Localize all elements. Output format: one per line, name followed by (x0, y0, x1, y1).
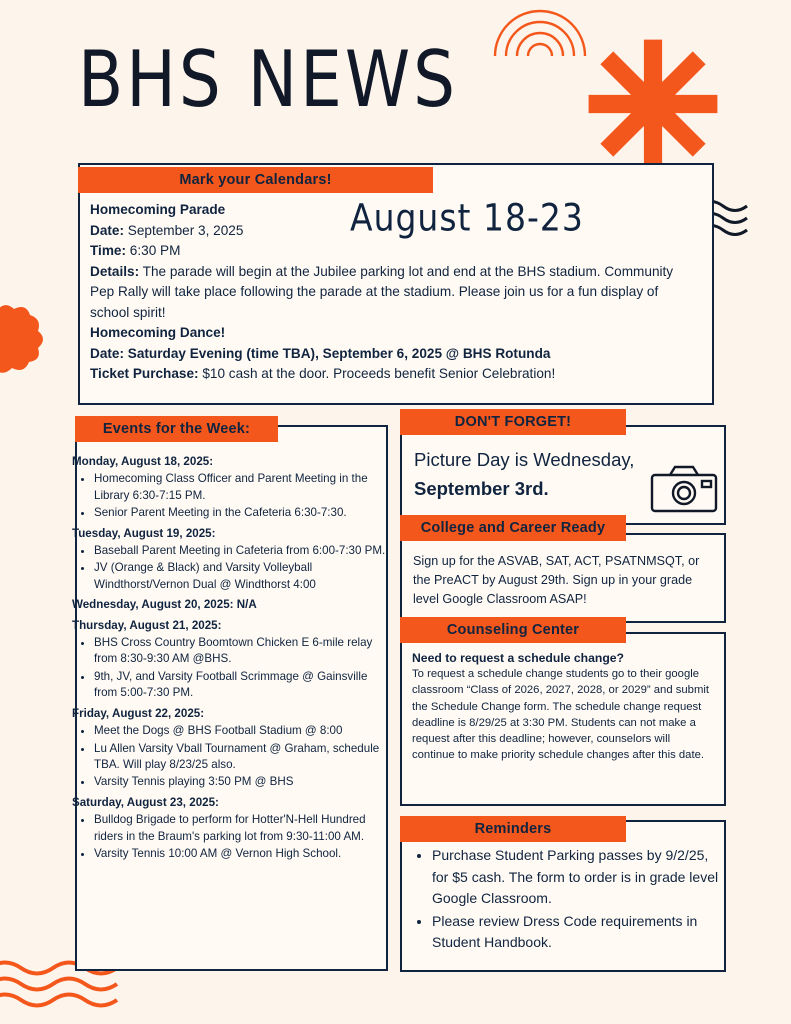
spiral-icon (485, 0, 595, 58)
event-day-label: Friday, August 22, 2025: (72, 706, 205, 720)
event-item-list (72, 635, 390, 702)
list-item: • Purchase Student Parking passes by 9/2/25, for $5 cash. The form to order is in grade level Google Classroom. (432, 845, 722, 910)
reminders-list (402, 845, 722, 955)
event-day-label: Saturday, August 23, 2025: (72, 795, 219, 809)
college-career-tab-label: College and Career Ready (400, 515, 626, 541)
event-day-label: Thursday, August 21, 2025: (72, 618, 222, 632)
parade-time-value: 6:30 PM (126, 243, 181, 258)
list-item: • Senior Parent Meeting in the Cafeteria 6:30-7:30. (94, 505, 390, 521)
reminders-tab-label: Reminders (400, 816, 626, 842)
event-item-list (72, 812, 390, 862)
list-item: • 9th, JV, and Varsity Football Scrimmage @ Gainsville from 5:00-7:30 PM. (94, 669, 390, 702)
counseling-text: To request a schedule change students go to their google classroom “Class of 2026, 2027, 2028, or 2029” and submit the Schedule Change form. The schedule change request deadline is 8/29/25 at 3:30 PM. Students can not make a request after this deadline; however, counselors will continue to make priority schedule changes after this date. (412, 668, 710, 762)
dont-forget-panel (400, 425, 726, 525)
picture-day-line2: September 3rd. (414, 478, 549, 499)
month-banner: August 18-23 (350, 196, 584, 240)
parade-heading: Homecoming Parade (90, 202, 226, 217)
college-career-body: Sign up for the ASVAB, SAT, ACT, PSATNMSQT, or the PreACT by August 29th. Sign up in your grade level Google Classroom ASAP! (413, 554, 700, 606)
list-item: • Varsity Tennis playing 3:50 PM @ BHS (94, 774, 390, 790)
events-list (72, 450, 390, 864)
list-item: • BHS Cross Country Boomtown Chicken E 6-mile relay from 8:30-9:30 AM @BHS. (94, 635, 390, 668)
counseling-body (412, 650, 714, 763)
picture-day-line1: Picture Day is Wednesday, (414, 449, 635, 470)
list-item: • Varsity Tennis 10:00 AM @ Vernon High School. (94, 846, 390, 862)
event-day-label: Monday, August 18, 2025: (72, 455, 214, 468)
list-item: • Baseball Parent Meeting in Cafeteria from 6:00-7:30 PM. (94, 543, 390, 559)
list-item: • Homecoming Class Officer and Parent Meeting in the Library 6:30-7:15 PM. (94, 471, 390, 504)
blob-icon (0, 300, 50, 380)
ticket-label: Ticket Purchase: (90, 366, 199, 381)
parade-details-label: Details: (90, 263, 140, 279)
page-title: BHS NEWS (78, 34, 459, 125)
counseling-question: Need to request a schedule change? (412, 651, 624, 665)
list-item: • JV (Orange & Black) and Varsity Volleyball Windthorst/Vernon Dual @ Windthorst 4:00 (94, 560, 390, 593)
reminder-item-list (402, 845, 722, 954)
parade-date-value: September 3, 2025 (124, 222, 244, 238)
ticket-value: $10 cash at the door. Proceeds benefit Senior Celebration! (198, 366, 556, 381)
event-item-list (72, 723, 390, 791)
event-item-list (72, 471, 390, 521)
list-item: • Lu Allen Varsity Vball Tournament @ Graham, schedule TBA. Will play 8/23/25 also. (94, 741, 390, 774)
event-day-label: Wednesday, August 20, 2025: N/A (72, 598, 257, 612)
dance-date: Date: Saturday Evening (time TBA), September 6, 2025 @ BHS Rotunda (90, 345, 551, 361)
parade-details-value: The parade will begin at the Jubilee parking lot and end at the BHS stadium. Community Pep Rally will take place following the parade at the stadium. Please join us for a fun display of school spirit! (90, 263, 674, 320)
dont-forget-tab-label: DON'T FORGET! (400, 409, 626, 435)
event-day-label: Tuesday, August 19, 2025: (72, 526, 216, 540)
parade-date-label: Date: (90, 222, 124, 238)
calendars-body (90, 200, 690, 385)
calendars-tab-label: Mark your Calendars! (78, 167, 433, 193)
counseling-tab-label: Counseling Center (400, 617, 626, 643)
list-item: • Please review Dress Code requirements in Student Handbook. (432, 911, 722, 954)
asterisk-icon (583, 34, 723, 174)
event-item-list (72, 543, 390, 593)
list-item: • Bulldog Brigade to perform for Hotter'N-Hell Hundred riders in the Braum's parking lot from 9:30-11:00 AM. (94, 812, 390, 845)
list-item: • Meet the Dogs @ BHS Football Stadium @ 8:00 (94, 723, 390, 739)
events-tab-label: Events for the Week: (75, 416, 278, 442)
parade-time-label: Time: (90, 243, 127, 258)
dance-heading: Homecoming Dance! (90, 325, 226, 340)
